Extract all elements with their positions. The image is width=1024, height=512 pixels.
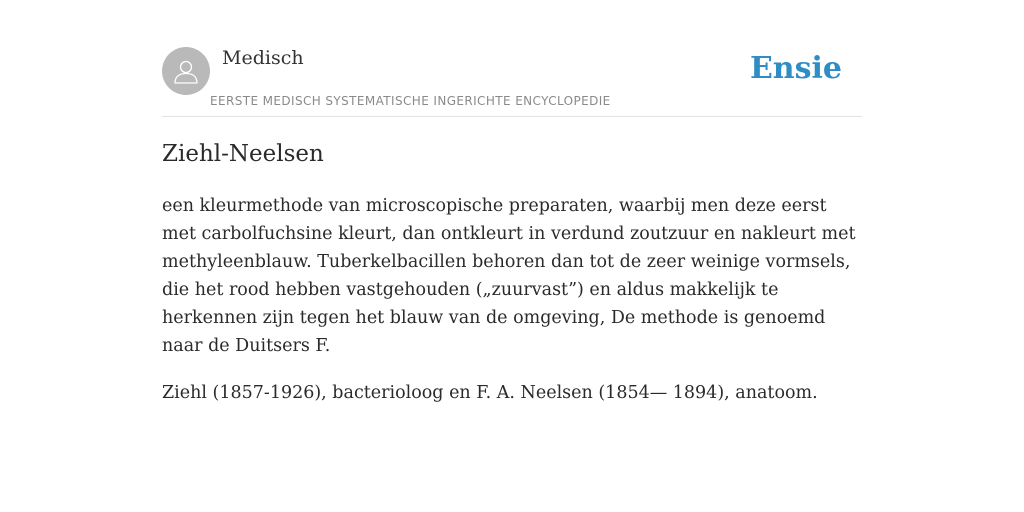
page-container xyxy=(162,0,862,403)
ensie-logo[interactable]: Ensie xyxy=(749,51,842,86)
article-paragraph: Ziehl (1857-1926), bacterioloog en F. A. Neelsen (1854— 1894), anatoom. xyxy=(162,383,818,403)
source-header xyxy=(162,0,862,117)
article-title: Ziehl-Neelsen xyxy=(162,141,324,167)
user-icon xyxy=(171,56,201,86)
source-subtitle: EERSTE MEDISCH SYSTEMATISCHE INGERICHTE ENCYCLOPEDIE xyxy=(210,94,611,108)
article-body xyxy=(162,192,862,426)
source-avatar[interactable] xyxy=(162,47,210,95)
source-name-link[interactable]: Medisch xyxy=(222,47,304,69)
article-paragraph: een kleurmethode van microscopische preparaten, waarbij men deze eerst met carbolfuchsine kleurt, dan ontkleurt in verdund zoutzuur en nakleurt met methyleenblauw. Tuberkelbacillen behoren dan tot de zeer weinige vormsels, die het rood hebben vastgehouden („zuurvast”) en aldus makkelijk te herkennen zijn tegen het blauw van de omgeving, De methode is genoemd naar de Duitsers F. xyxy=(162,196,856,356)
